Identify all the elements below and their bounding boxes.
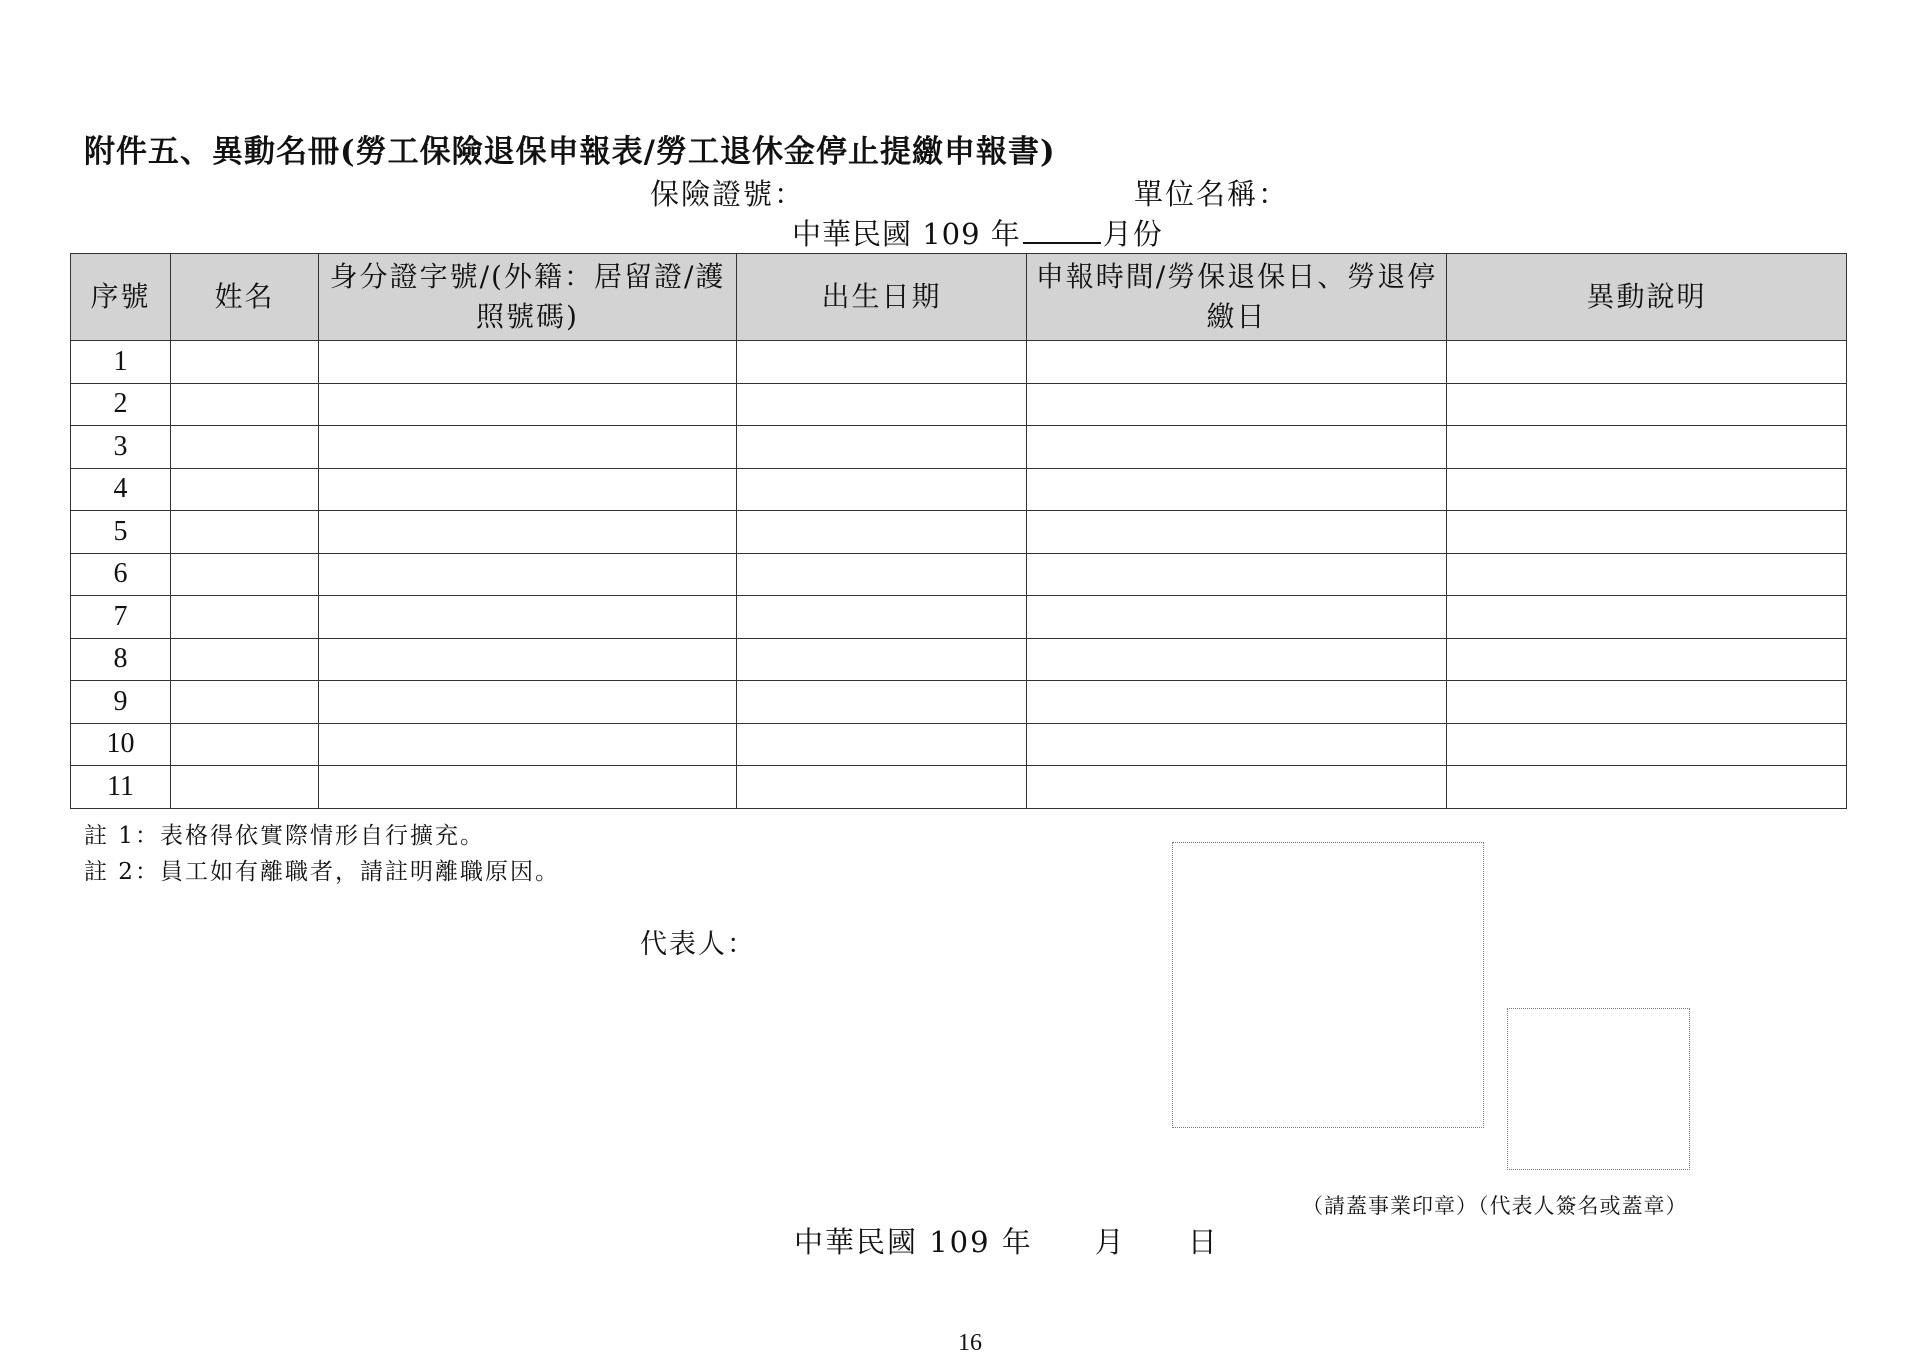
birth-cell[interactable]	[737, 723, 1027, 766]
note-cell[interactable]	[1447, 553, 1847, 596]
table-row	[71, 553, 1847, 596]
row-number: 4	[71, 468, 171, 511]
representative-label: 代表人：	[640, 929, 756, 960]
month-blank	[1023, 216, 1101, 244]
birth-cell[interactable]	[737, 596, 1027, 639]
table-row	[71, 723, 1847, 766]
name-cell[interactable]	[171, 511, 319, 554]
birth-cell[interactable]	[737, 638, 1027, 681]
birth-cell[interactable]	[737, 511, 1027, 554]
name-cell[interactable]	[171, 723, 319, 766]
table-header-row	[71, 254, 1847, 341]
note-cell[interactable]	[1447, 426, 1847, 469]
id-cell[interactable]	[319, 638, 737, 681]
name-cell[interactable]	[171, 383, 319, 426]
birth-cell[interactable]	[737, 426, 1027, 469]
name-cell[interactable]	[171, 553, 319, 596]
birth-cell[interactable]	[737, 766, 1027, 809]
header-id-number: 身分證字號/(外籍：居留證/護照號碼)	[319, 254, 737, 341]
table-row	[71, 681, 1847, 724]
birth-cell[interactable]	[737, 383, 1027, 426]
report-date-cell[interactable]	[1027, 553, 1447, 596]
row-number: 8	[71, 638, 171, 681]
header-report-date: 申報時間/勞保退保日、勞退停繳日	[1027, 254, 1447, 341]
company-seal-box[interactable]	[1172, 842, 1484, 1128]
report-date-cell[interactable]	[1027, 681, 1447, 724]
report-date-cell[interactable]	[1027, 596, 1447, 639]
birth-cell[interactable]	[737, 681, 1027, 724]
note-cell[interactable]	[1447, 596, 1847, 639]
unit-name-label: 單位名稱：	[1134, 177, 1290, 211]
row-number: 6	[71, 553, 171, 596]
table-row	[71, 638, 1847, 681]
roster-table	[70, 253, 1847, 809]
row-number: 5	[71, 511, 171, 554]
id-cell[interactable]	[319, 553, 737, 596]
id-cell[interactable]	[319, 383, 737, 426]
name-cell[interactable]	[171, 341, 319, 384]
header-serial: 序號	[71, 254, 171, 341]
note-cell[interactable]	[1447, 341, 1847, 384]
id-cell[interactable]	[319, 426, 737, 469]
page-number: 16	[958, 1330, 982, 1356]
note-cell[interactable]	[1447, 468, 1847, 511]
report-date-cell[interactable]	[1027, 638, 1447, 681]
birth-cell[interactable]	[737, 553, 1027, 596]
row-number: 2	[71, 383, 171, 426]
id-cell[interactable]	[319, 468, 737, 511]
id-cell[interactable]	[319, 723, 737, 766]
report-date-cell[interactable]	[1027, 766, 1447, 809]
id-cell[interactable]	[319, 681, 737, 724]
stamp-caption: （請蓋事業印章）（代表人簽名或蓋章）	[1302, 1194, 1688, 1218]
note-cell[interactable]	[1447, 766, 1847, 809]
row-number: 10	[71, 723, 171, 766]
report-period	[792, 212, 1163, 253]
note-2: 註 2：員工如有離職者，請註明離職原因。	[84, 859, 560, 885]
row-number: 3	[71, 426, 171, 469]
sign-date: 中華民國 109 年 月 日	[794, 1225, 1219, 1259]
name-cell[interactable]	[171, 681, 319, 724]
row-number: 9	[71, 681, 171, 724]
note-cell[interactable]	[1447, 723, 1847, 766]
id-cell[interactable]	[319, 596, 737, 639]
note-cell[interactable]	[1447, 511, 1847, 554]
period-prefix: 中華民國 109 年	[792, 217, 1021, 251]
report-date-cell[interactable]	[1027, 468, 1447, 511]
header-birth-date: 出生日期	[737, 254, 1027, 341]
representative-seal-box[interactable]	[1507, 1008, 1690, 1170]
row-number: 11	[71, 766, 171, 809]
header-name: 姓名	[171, 254, 319, 341]
notes-section	[84, 818, 560, 890]
birth-cell[interactable]	[737, 468, 1027, 511]
table-row	[71, 766, 1847, 809]
table-row	[71, 426, 1847, 469]
id-cell[interactable]	[319, 766, 737, 809]
table-row	[71, 383, 1847, 426]
period-suffix: 月份	[1102, 217, 1163, 251]
report-date-cell[interactable]	[1027, 383, 1447, 426]
table-row	[71, 341, 1847, 384]
id-cell[interactable]	[319, 511, 737, 554]
note-cell[interactable]	[1447, 681, 1847, 724]
name-cell[interactable]	[171, 426, 319, 469]
report-date-cell[interactable]	[1027, 426, 1447, 469]
report-date-cell[interactable]	[1027, 341, 1447, 384]
table-row	[71, 596, 1847, 639]
birth-cell[interactable]	[737, 341, 1027, 384]
report-date-cell[interactable]	[1027, 723, 1447, 766]
name-cell[interactable]	[171, 766, 319, 809]
id-cell[interactable]	[319, 341, 737, 384]
row-number: 1	[71, 341, 171, 384]
report-date-cell[interactable]	[1027, 511, 1447, 554]
document-title: 附件五、異動名冊(勞工保險退保申報表/勞工退休金停止提繳申報書)	[84, 134, 1056, 170]
name-cell[interactable]	[171, 596, 319, 639]
header-change-note: 異動說明	[1447, 254, 1847, 341]
table-row	[71, 511, 1847, 554]
note-cell[interactable]	[1447, 638, 1847, 681]
note-cell[interactable]	[1447, 383, 1847, 426]
name-cell[interactable]	[171, 468, 319, 511]
insurance-number-label: 保險證號：	[650, 177, 806, 211]
row-number: 7	[71, 596, 171, 639]
note-1: 註 1：表格得依實際情形自行擴充。	[84, 823, 485, 849]
table-row	[71, 468, 1847, 511]
name-cell[interactable]	[171, 638, 319, 681]
